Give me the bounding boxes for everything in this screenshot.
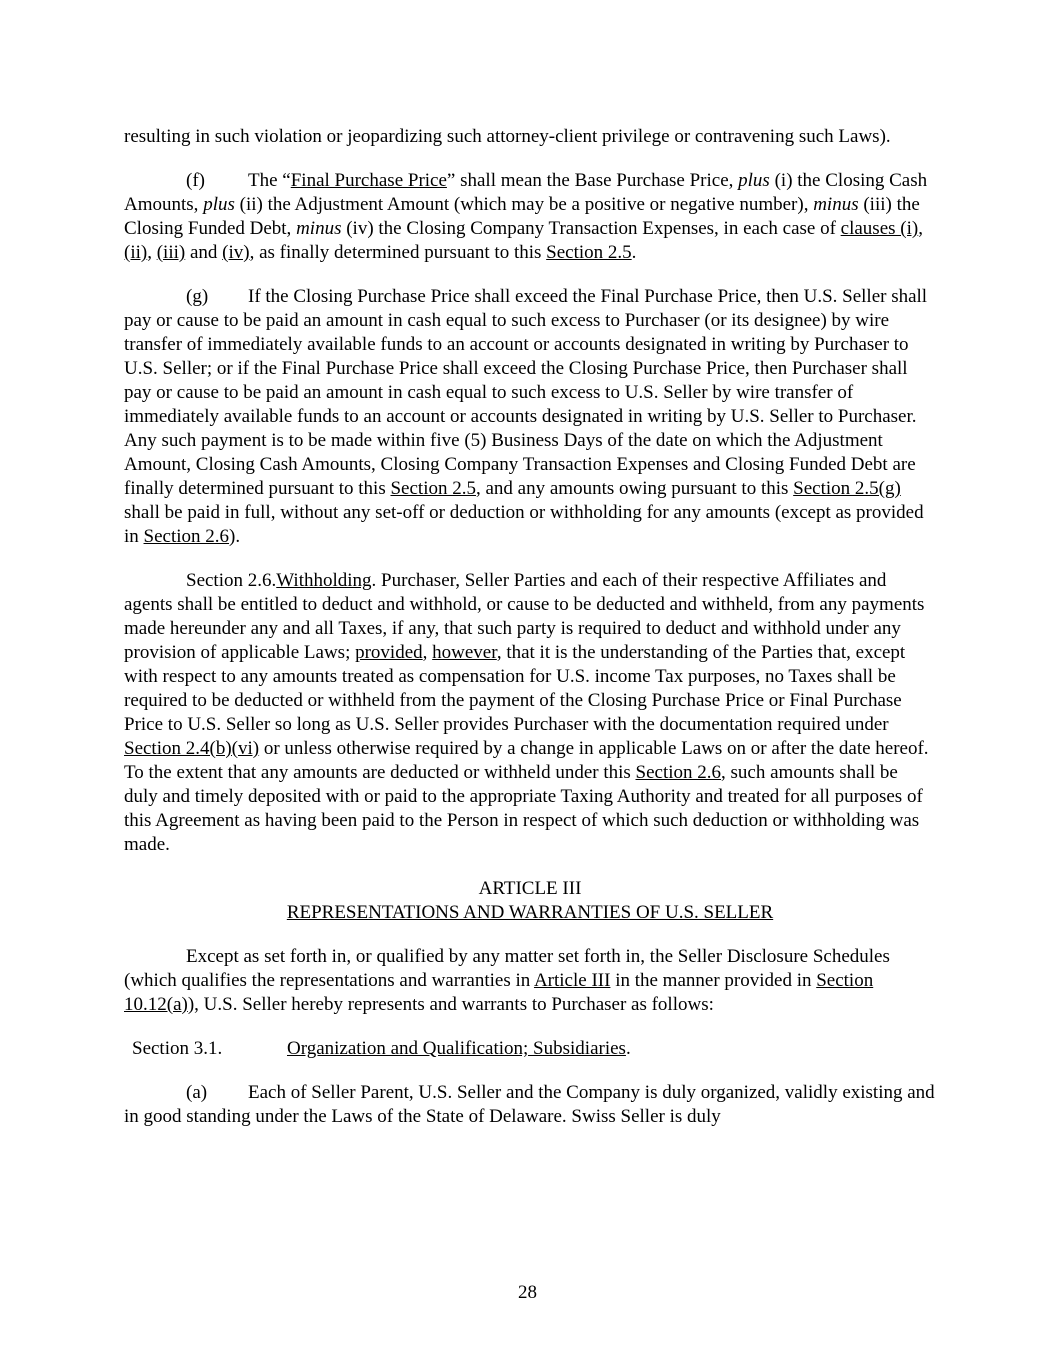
emphasis: minus (296, 218, 342, 239)
section-label: Section 3.1. (132, 1038, 223, 1059)
emphasis: however (432, 642, 497, 663)
section-heading: Withholding (276, 570, 372, 591)
cross-reference: Section 2.6 (635, 762, 722, 783)
clause-label: (f) (186, 170, 205, 191)
emphasis: plus (738, 170, 770, 191)
section-label: Section 2.6. (186, 570, 277, 591)
section-2-6-withholding: Section 2.6.Withholding. Purchaser, Seller Parties and each of their respective Affiliates and agents shall be entitled to deduct and withhold, or cause to be deducted and withheld, from any payments made hereunder any and all Taxes, if any, that such party is required to deduct and withhold under any provision of applicable Laws; provided, however, that it is the understanding of the Parties that, except with respect to any amounts treated as compensation for U.S. income Tax purposes, no Taxes shall be required to be deducted or withheld from the payment of the Closing Purchase Price or Final Purchase Price to U.S. Seller so long as U.S. Seller provides Purchaser with the documentation required under Section 2.4(b)(vi) or unless otherwise required by a change in applicable Laws on or after the date hereof. To the extent that any amounts are deducted or withheld under this Section 2.6, such amounts shall be duly and timely deposited with or paid to the appropriate Taxing Authority and treated for all purposes of this Agreement as having been paid to the Person in respect of which such deduction or withholding was made. (124, 570, 929, 855)
clause-label: (g) (186, 286, 209, 307)
section-3-1-heading: Section 3.1. Organization and Qualification; Subsidiaries. (132, 1038, 631, 1059)
article-title: REPRESENTATIONS AND WARRANTIES OF U.S. SELLER (286, 902, 774, 923)
emphasis: minus (813, 194, 859, 215)
paragraph-article-intro: Except as set forth in, or qualified by any matter set forth in, the Seller Disclosure Schedules (which qualifies the representations and warranties in Article III in the manner provided in Section 10.12(a)), U.S. Seller hereby represents and warrants to Purchaser as follows: (124, 946, 890, 1015)
clause-label: (a) (186, 1082, 208, 1103)
cross-reference: (iii) (156, 242, 186, 263)
paragraph-a: (a) Each of Seller Parent, U.S. Seller and the Company is duly organized, validly existing and in good standing under the Laws of the State of Delaware. Swiss Seller is duly (124, 1082, 935, 1127)
article-heading (124, 877, 936, 925)
article-number: ARTICLE III (478, 878, 582, 899)
cross-reference: Section 2.5 (390, 478, 476, 499)
section-heading: Organization and Qualification; Subsidiaries (287, 1038, 626, 1059)
page-number: 28 (518, 1282, 537, 1303)
cross-reference: (ii) (124, 242, 148, 263)
cross-reference: Section 10.12(a) (124, 970, 874, 1015)
cross-reference: Section 2.4(b)(vi) (124, 738, 260, 759)
cross-reference: Section 2.5 (546, 242, 632, 263)
document-body (124, 125, 936, 1149)
cross-reference: Article III (533, 970, 611, 991)
emphasis: plus (203, 194, 235, 215)
cross-reference: clauses (i) (840, 218, 919, 239)
paragraph-g: (g) If the Closing Purchase Price shall exceed the Final Purchase Price, then U.S. Seller shall pay or cause to be paid an amount in cash equal to such excess to Purchaser (or its designee) by wire transfer of immediately available funds to an account or accounts designated in writing by Purchaser to U.S. Seller; or if the Final Purchase Price shall exceed the Closing Purchase Price, then Purchaser shall pay or cause to be paid an amount in cash equal to such excess to U.S. Seller by wire transfer of immediately available funds to an account or accounts designated in writing by U.S. Seller to Purchaser. Any such payment is to be made within five (5) Business Days of the date on which the Adjustment Amount, Closing Cash Amounts, Closing Company Transaction Expenses and Closing Funded Debt are finally determined pursuant to this Section 2.5, and any amounts owing pursuant to this Section 2.5(g) shall be paid in full, without any set-off or deduction or withholding for any amounts (except as provided in Section 2.6). (124, 286, 928, 547)
cross-reference: Section 2.6 (143, 526, 230, 547)
defined-term: Final Purchase Price (290, 170, 447, 191)
paragraph-f: (f) The “Final Purchase Price” shall mean the Base Purchase Price, plus (i) the Closing Cash Amounts, plus (ii) the Adjustment Amount (which may be a positive or negative number), minus (iii) the Closing Funded Debt, minus (iv) the Closing Company Transaction Expenses, in each case of clauses (i), (ii), (iii) and (iv), as finally determined pursuant to this Section 2.5. (124, 170, 928, 263)
cross-reference: (iv) (222, 242, 250, 263)
emphasis: provided (355, 642, 423, 663)
paragraph-continuation: resulting in such violation or jeopardizing such attorney-client privilege or contravening such Laws). (124, 126, 891, 147)
cross-reference: Section 2.5(g) (793, 478, 901, 499)
